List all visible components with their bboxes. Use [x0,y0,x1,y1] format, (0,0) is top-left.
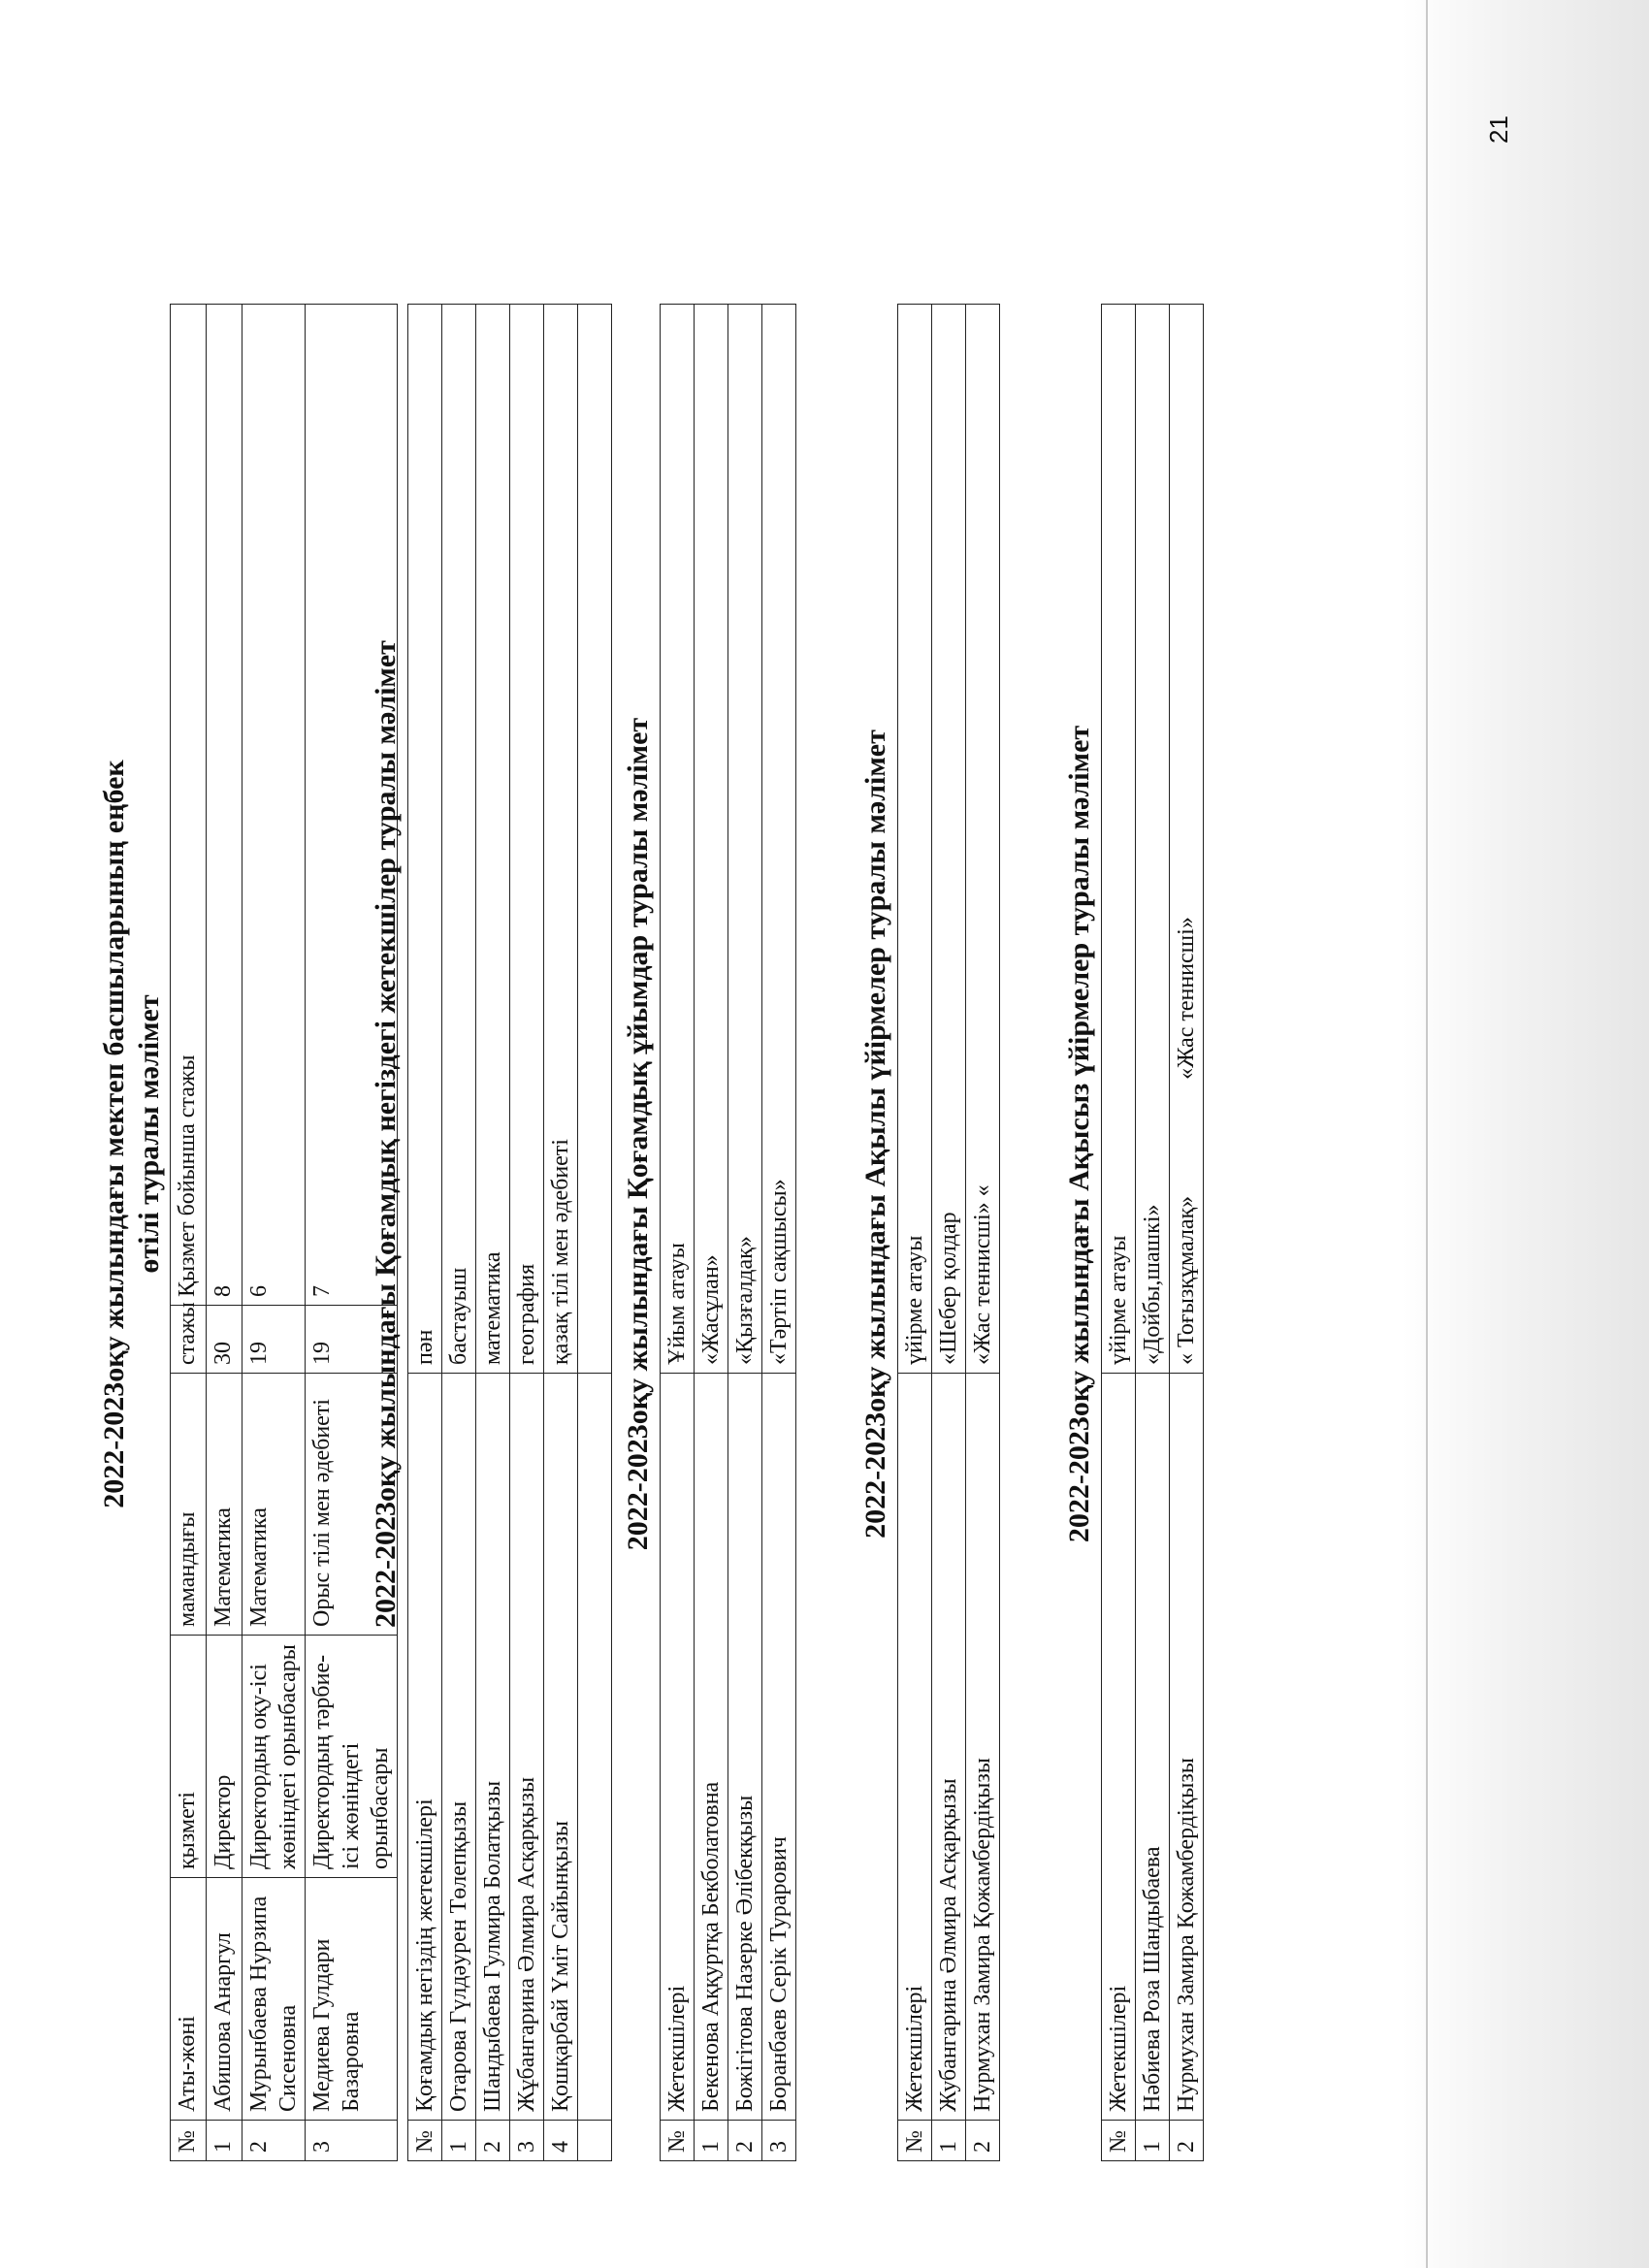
table-header-row [171,305,207,2161]
table-cell: «Жасұлан» [695,305,728,1374]
table-cell: 3 [306,2121,398,2161]
table-cell: 2 [476,2121,510,2161]
club-name-extra: «Жас теннисші» [1174,917,1199,1080]
table-cell: 1 [442,2121,476,2161]
scan-edge-line [1426,0,1428,2268]
table-cell [578,305,612,1374]
table-header-row [898,305,932,2161]
table-cell: 6 [242,305,306,1306]
table-cell: Орыс тілі мен әдебиеті [306,1374,398,1636]
club-name: «Дойбы,шашкі» [1140,1204,1165,1365]
table-cell: «Шебер қолдар [932,305,966,1374]
header-cell: мамандығы [171,1374,207,1636]
table-cell: 2 [728,2121,762,2161]
table-row [578,305,612,2161]
public-organizations-table [660,304,796,2161]
table-header-row [1102,305,1136,2161]
table-row [442,305,476,2161]
header-cell: № [1102,2121,1136,2161]
paid-clubs-table [897,304,1000,2161]
table-cell: Нәбиева Роза Шандыбаева [1136,1374,1170,2121]
header-cell: пән [408,305,442,1374]
table-cell: 1 [1136,2121,1170,2161]
header-cell: Жетекшілері [898,1374,932,2121]
table-cell: Жұбангарина Әлмира Асқарқызы [510,1374,544,2121]
table-cell [578,2121,612,2161]
page-number: 21 [1484,115,1513,144]
header-cell: Аты-жөні [171,1878,207,2121]
header-cell: № [408,2121,442,2161]
table-row [207,305,242,2161]
table-cell: география [510,305,544,1374]
table-cell [1136,305,1170,1374]
table-cell: 30 [207,1306,242,1374]
table-cell: 4 [544,2121,578,2161]
table-cell: «Қызғалдақ» [728,305,762,1374]
table-row [762,305,796,2161]
header-cell: № [898,2121,932,2161]
table-cell: «Тәртіп сақшысы» [762,305,796,1374]
table-cell: бастауыш [442,305,476,1374]
table-cell: 3 [510,2121,544,2161]
table-cell: 19 [306,1306,398,1374]
table-cell: 1 [695,2121,728,2161]
table-cell: Мурынбаева Нурзипа Сисеновна [242,1878,306,2121]
table-header-row [408,305,442,2161]
table-cell: Директор [207,1636,242,1878]
table-cell: Бекенова Аққуртқа Бекболатовна [695,1374,728,2121]
table-cell: 3 [762,2121,796,2161]
table-cell: Жубангарина Әлмира Асқарқызы [932,1374,966,2121]
section1-title-line1: 2022-2023оқу жылындағы мектеп басшыларының еңбек [98,760,130,1508]
table-cell: Математика [207,1374,242,1636]
section1-title-line2: өтілі туралы мәлімет [133,994,165,1274]
section5-title: 2022-2023оқу жылындағы Ақысыз үйірмелер туралы мәлімет [1063,725,1095,1543]
table-cell: Боранбаев Серік Турарович [762,1374,796,2121]
table-cell: қазақ тілі мен әдебиеті [544,305,578,1374]
table-row [476,305,510,2161]
table-cell: Абишова Анаргул [207,1878,242,2121]
table-cell: Математика [242,1374,306,1636]
table-cell: 7 [306,305,398,1306]
section4-title: 2022-2023оқу жылындағы Ақылы үйірмелер туралы мәлімет [859,729,891,1539]
table-cell: 8 [207,305,242,1306]
scan-shadow-edge [1402,0,1649,2268]
table-cell: 1 [207,2121,242,2161]
table-row [1136,305,1170,2161]
table-cell: Медиева Гулдари Базаровна [306,1878,398,2121]
header-cell: № [661,2121,695,2161]
table-cell: 2 [242,2121,306,2161]
table-row [510,305,544,2161]
table-row [544,305,578,2161]
header-cell: Жетекшілері [661,1374,695,2121]
public-leaders-table [407,304,612,2161]
header-cell: Қызмет бойынша стажы [171,305,207,1306]
table-cell: Нурмухан Замира Қожамбердіқызы [1170,1374,1204,2121]
header-cell: үйірме атауы [1102,305,1136,1374]
section2-title: 2022-2023оқу жылындағы Қоғамдық негіздегі жетекшілер туралы мәлімет [370,640,402,1628]
table-cell: 2 [1170,2121,1204,2161]
table-row [728,305,762,2161]
table-cell: «Жас теннисші» « [966,305,1000,1374]
table-cell: 2 [966,2121,1000,2161]
header-cell: Жетекшілері [1102,1374,1136,2121]
header-cell: № [171,2121,207,2161]
table-cell: Отарова Гүлдәурен Төлепқызы [442,1374,476,2121]
table-cell: Директордың тәрбие-ісі жөніндегі орынбасары [306,1636,398,1878]
table-cell [578,1374,612,2121]
section3-title: 2022-2023оқу жылындағы Қоғамдық ұйымдар туралы мәлімет [622,717,654,1551]
header-cell: қызметі [171,1636,207,1878]
table-cell: Шандыбаева Гулмира Болатқызы [476,1374,510,2121]
table-cell: 19 [242,1306,306,1374]
free-clubs-table [1101,304,1204,2161]
table-cell: Нурмухан Замира Қожамбердіқызы [966,1374,1000,2121]
table-cell: 1 [932,2121,966,2161]
table-header-row [661,305,695,2161]
table-row [242,305,306,2161]
table-row [1170,305,1204,2161]
table-cell: математика [476,305,510,1374]
club-name: « Тоғызқұмалақ» [1174,1195,1199,1365]
table-row [695,305,728,2161]
header-cell: Қоғамдық негіздің жетекшілері [408,1374,442,2121]
header-cell: үйірме атауы [898,305,932,1374]
header-cell: стажы [171,1306,207,1374]
staff-experience-table [170,304,398,2161]
table-row [932,305,966,2161]
header-cell: Ұйым атауы [661,305,695,1374]
table-row [966,305,1000,2161]
table-cell: Божігітова Назерке Әлібекқызы [728,1374,762,2121]
table-cell [1170,305,1204,1374]
table-cell: Қошқарбай Үміт Сайынқызы [544,1374,578,2121]
table-cell: Директордың оқу-ісі жөніндегі орынбасары [242,1636,306,1878]
